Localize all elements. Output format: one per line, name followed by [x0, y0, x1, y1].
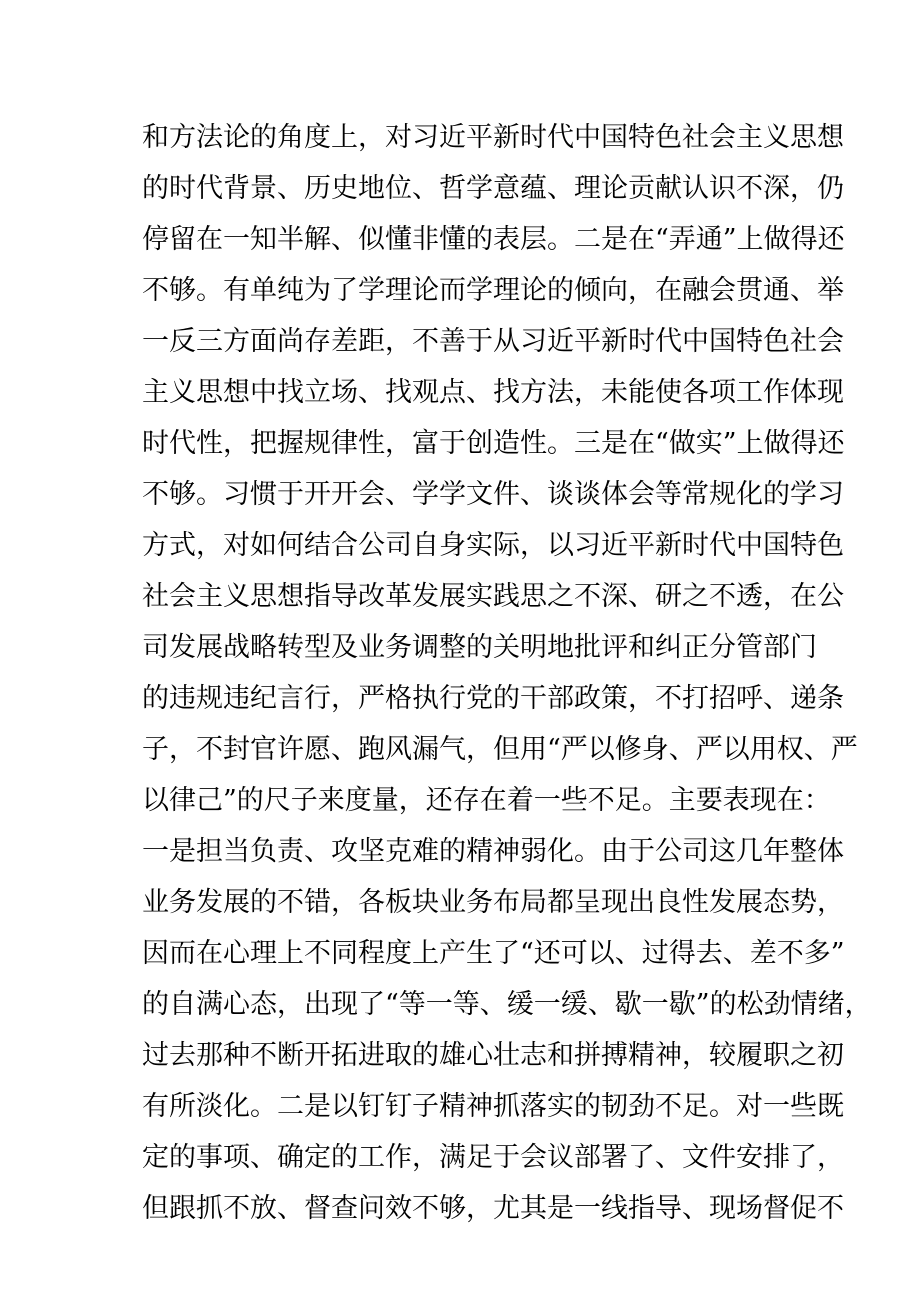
text-line: 定的事项、确定的工作，满足于会议部署了、文件安排了， [142, 1142, 844, 1173]
text-line: 有所淡化。二是以钉钉子精神抓落实的韧劲不足。对一些既 [142, 1091, 844, 1122]
text-line: 和方法论的角度上，对习近平新时代中国特色社会主义思想 [142, 122, 844, 153]
text-line: 的违规违纪言行，严格执行党的干部政策，不打招呼、递条 [142, 683, 844, 714]
text-line: 司发展战略转型及业务调整的关明地批评和纠正分管部门 [142, 632, 817, 663]
text-line: 主义思想中找立场、找观点、找方法，未能使各项工作体现 [142, 377, 844, 408]
text-line: 一是担当负责、攻坚克难的精神弱化。由于公司这几年整体 [142, 836, 844, 867]
text-line: 以律己”的尺子来度量，还存在着一些不足。主要表现在： [142, 785, 831, 816]
body-text [142, 112, 872, 1234]
text-line: 过去那种不断开拓进取的雄心壮志和拼搏精神，较履职之初 [142, 1040, 844, 1071]
text-line: 的时代背景、历史地位、哲学意蕴、理论贡献认识不深，仍 [142, 173, 844, 204]
text-line: 停留在一知半解、似懂非懂的表层。二是在“弄通”上做得还 [142, 224, 845, 255]
text-line: 社会主义思想指导改革发展实践思之不深、研之不透，在公 [142, 581, 844, 612]
text-line: 不够。习惯于开开会、学学文件、谈谈体会等常规化的学习 [142, 479, 844, 510]
text-line: 方式，对如何结合公司自身实际，以习近平新时代中国特色 [142, 530, 844, 561]
text-line: 但跟抓不放、督查问效不够，尤其是一线指导、现场督促不 [142, 1193, 844, 1224]
text-line: 一反三方面尚存差距，不善于从习近平新时代中国特色社会 [142, 326, 844, 357]
text-line: 子，不封官许愿、跑风漏气，但用“严以修身、严以用权、严 [142, 734, 858, 765]
text-line: 的自满心态，出现了“等一等、缓一缓、歇一歇”的松劲情绪， [142, 989, 872, 1020]
text-line: 业务发展的不错，各板块业务布局都呈现出良性发展态势， [142, 887, 844, 918]
text-line: 不够。有单纯为了学理论而学理论的倾向，在融会贯通、举 [142, 275, 844, 306]
text-line: 时代性，把握规律性，富于创造性。三是在“做实”上做得还 [142, 428, 845, 459]
text-line: 因而在心理上不同程度上产生了“还可以、过得去、差不多” [142, 938, 845, 969]
